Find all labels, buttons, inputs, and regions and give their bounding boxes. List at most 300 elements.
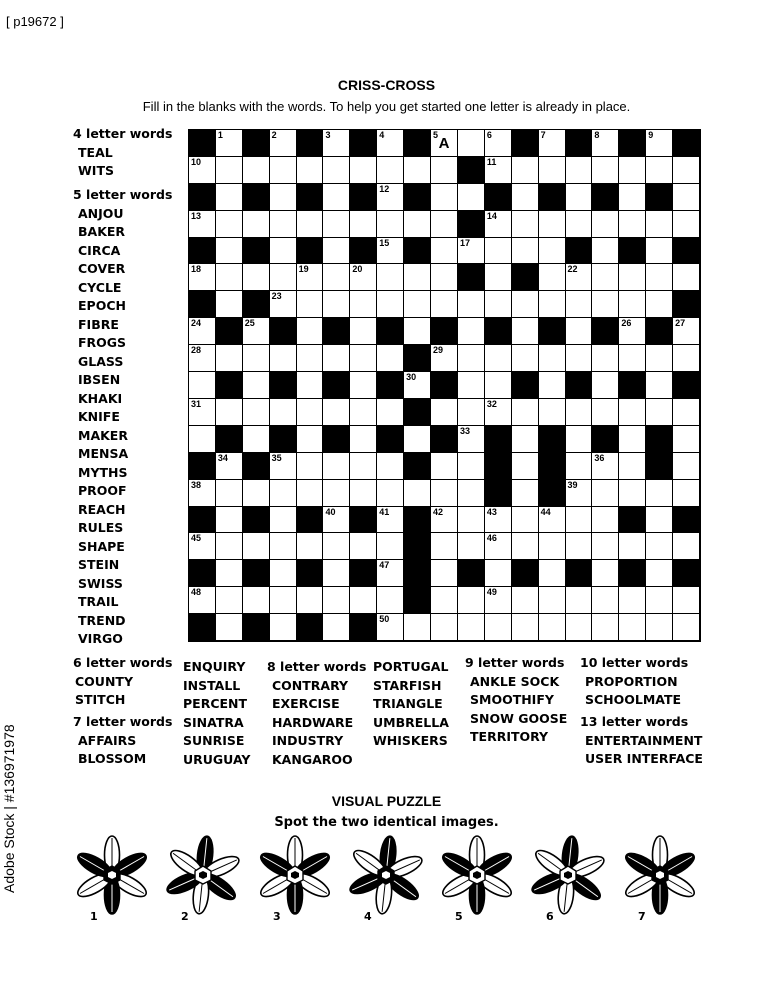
grid-cell[interactable] (485, 345, 512, 372)
grid-cell[interactable] (297, 264, 324, 291)
word-list-13 (580, 713, 703, 769)
grid-cell[interactable] (323, 211, 350, 238)
grid-cell[interactable] (646, 507, 673, 534)
grid-cell[interactable] (673, 533, 700, 560)
grid-cell[interactable] (566, 345, 593, 372)
word: KNIFE (78, 409, 120, 424)
grid-cell[interactable] (512, 480, 539, 507)
grid-cell[interactable] (297, 372, 324, 399)
grid-cell[interactable] (431, 291, 458, 318)
grid-cell[interactable] (646, 238, 673, 265)
grid-cell[interactable] (350, 211, 377, 238)
clue-number: 33 (459, 425, 470, 436)
grid-cell[interactable] (485, 238, 512, 265)
grid-cell[interactable] (512, 426, 539, 453)
grid-cell[interactable] (216, 533, 243, 560)
grid-cell[interactable] (619, 318, 646, 345)
grid-cell[interactable] (189, 345, 216, 372)
grid-cell[interactable] (512, 184, 539, 211)
grid-cell[interactable] (270, 238, 297, 265)
grid-cell[interactable] (377, 507, 404, 534)
grid-cell[interactable] (646, 291, 673, 318)
grid-cell[interactable] (673, 480, 700, 507)
grid-cell[interactable] (458, 318, 485, 345)
grid-cell[interactable] (566, 587, 593, 614)
grid-cell[interactable] (431, 184, 458, 211)
grid-cell[interactable] (646, 130, 673, 157)
grid-cell[interactable] (619, 345, 646, 372)
grid-cell[interactable] (243, 211, 270, 238)
grid-cell[interactable] (592, 130, 619, 157)
word: MENSA (78, 446, 129, 461)
grid-cell[interactable] (566, 480, 593, 507)
grid-cell[interactable] (350, 157, 377, 184)
grid-cell[interactable] (377, 238, 404, 265)
black-square (404, 399, 431, 426)
grid-cell[interactable] (458, 614, 485, 641)
grid-cell[interactable] (619, 614, 646, 641)
grid-cell[interactable] (458, 426, 485, 453)
grid-cell[interactable] (539, 157, 566, 184)
grid-cell[interactable] (539, 372, 566, 399)
grid-cell[interactable] (539, 211, 566, 238)
grid-cell[interactable] (323, 184, 350, 211)
grid-cell[interactable] (619, 533, 646, 560)
grid-cell[interactable] (512, 157, 539, 184)
grid-cell[interactable] (216, 264, 243, 291)
grid-cell[interactable] (673, 157, 700, 184)
grid-cell[interactable] (592, 560, 619, 587)
grid-cell[interactable] (243, 426, 270, 453)
grid-cell[interactable] (216, 345, 243, 372)
word: UMBRELLA (373, 714, 449, 730)
grid-cell[interactable] (566, 264, 593, 291)
grid-cell[interactable] (485, 264, 512, 291)
grid-cell[interactable] (592, 587, 619, 614)
grid-cell[interactable] (189, 264, 216, 291)
grid-cell[interactable] (431, 238, 458, 265)
grid-cell[interactable] (592, 291, 619, 318)
grid-cell[interactable] (350, 587, 377, 614)
grid-cell[interactable] (512, 318, 539, 345)
grid-cell[interactable] (431, 560, 458, 587)
grid-cell[interactable] (216, 291, 243, 318)
grid-cell[interactable] (431, 211, 458, 238)
grid-cell[interactable] (189, 372, 216, 399)
grid-cell[interactable] (539, 614, 566, 641)
grid-cell[interactable] (673, 264, 700, 291)
grid-cell[interactable] (619, 453, 646, 480)
grid-cell[interactable] (458, 533, 485, 560)
grid-cell[interactable] (323, 453, 350, 480)
grid-cell[interactable] (243, 264, 270, 291)
grid-cell[interactable] (539, 345, 566, 372)
grid-cell[interactable] (458, 399, 485, 426)
clue-number: 31 (191, 398, 202, 409)
grid-cell[interactable] (646, 560, 673, 587)
black-square (297, 614, 324, 641)
grid-cell[interactable] (619, 426, 646, 453)
grid-cell[interactable] (323, 345, 350, 372)
grid-cell[interactable] (323, 507, 350, 534)
grid-cell[interactable] (377, 157, 404, 184)
grid-cell[interactable] (270, 560, 297, 587)
grid-cell[interactable] (270, 291, 297, 318)
grid-cell[interactable] (431, 345, 458, 372)
grid-cell[interactable] (297, 291, 324, 318)
grid-cell[interactable] (566, 399, 593, 426)
grid-cell[interactable] (512, 291, 539, 318)
star-image[interactable] (346, 835, 426, 915)
grid-cell[interactable] (377, 453, 404, 480)
grid-cell[interactable] (646, 399, 673, 426)
grid-cell[interactable] (377, 614, 404, 641)
grid-cell[interactable] (485, 130, 512, 157)
grid-cell[interactable] (404, 480, 431, 507)
grid-cell[interactable] (297, 480, 324, 507)
grid-cell[interactable] (539, 507, 566, 534)
grid-cell[interactable] (646, 211, 673, 238)
grid-cell[interactable] (243, 399, 270, 426)
grid-cell[interactable] (431, 533, 458, 560)
grid-cell[interactable] (270, 184, 297, 211)
grid-cell[interactable] (431, 507, 458, 534)
grid-cell[interactable] (592, 507, 619, 534)
grid-cell[interactable] (404, 372, 431, 399)
grid-cell[interactable] (243, 587, 270, 614)
grid-cell[interactable] (270, 480, 297, 507)
grid-cell[interactable] (297, 157, 324, 184)
grid-cell[interactable] (297, 587, 324, 614)
grid-cell[interactable] (377, 345, 404, 372)
word-list-heading: 8 letter words (267, 659, 367, 674)
grid-cell[interactable] (673, 399, 700, 426)
grid-cell[interactable] (297, 533, 324, 560)
grid-cell[interactable] (592, 480, 619, 507)
grid-cell[interactable] (297, 399, 324, 426)
grid-cell[interactable] (539, 399, 566, 426)
grid-cell[interactable] (350, 453, 377, 480)
grid-cell[interactable] (485, 507, 512, 534)
black-square (512, 130, 539, 157)
grid-cell[interactable] (646, 372, 673, 399)
grid-cell[interactable] (566, 507, 593, 534)
grid-cell[interactable] (377, 130, 404, 157)
grid-cell[interactable] (673, 426, 700, 453)
grid-cell[interactable] (323, 157, 350, 184)
grid-cell[interactable] (404, 291, 431, 318)
grid-cell[interactable] (539, 238, 566, 265)
grid-cell[interactable] (592, 157, 619, 184)
grid-cell[interactable] (243, 345, 270, 372)
grid-cell[interactable] (270, 453, 297, 480)
grid-cell[interactable] (646, 480, 673, 507)
grid-cell[interactable] (270, 533, 297, 560)
grid-cell[interactable] (458, 453, 485, 480)
grid-cell[interactable] (189, 426, 216, 453)
grid-cell[interactable] (270, 264, 297, 291)
grid-cell[interactable] (512, 211, 539, 238)
grid-cell[interactable] (270, 587, 297, 614)
grid-cell[interactable] (243, 480, 270, 507)
grid-cell[interactable] (485, 560, 512, 587)
grid-cell[interactable] (592, 345, 619, 372)
grid-cell[interactable] (431, 130, 458, 157)
black-square (592, 184, 619, 211)
grid-cell[interactable] (350, 372, 377, 399)
grid-cell[interactable] (377, 184, 404, 211)
grid-cell[interactable] (592, 372, 619, 399)
grid-cell[interactable] (216, 453, 243, 480)
star-image[interactable] (255, 835, 335, 915)
black-square (243, 291, 270, 318)
word: CYCLE (78, 279, 122, 295)
grid-cell[interactable] (646, 587, 673, 614)
grid-cell[interactable] (323, 130, 350, 157)
clue-number: 46 (486, 533, 497, 544)
grid-cell[interactable] (377, 533, 404, 560)
grid-cell[interactable] (592, 533, 619, 560)
star-image[interactable] (163, 835, 243, 915)
grid-cell[interactable] (323, 399, 350, 426)
black-square (270, 318, 297, 345)
grid-cell[interactable] (539, 264, 566, 291)
grid-cell[interactable] (323, 614, 350, 641)
grid-cell[interactable] (323, 533, 350, 560)
grid-cell[interactable] (270, 345, 297, 372)
grid-cell[interactable] (539, 560, 566, 587)
grid-cell[interactable] (646, 533, 673, 560)
grid-cell[interactable] (673, 614, 700, 641)
grid-cell[interactable] (566, 453, 593, 480)
grid-cell[interactable] (216, 238, 243, 265)
grid-cell[interactable] (485, 157, 512, 184)
grid-cell[interactable] (404, 157, 431, 184)
grid-cell[interactable] (431, 157, 458, 184)
grid-cell[interactable] (512, 345, 539, 372)
grid-cell[interactable] (566, 291, 593, 318)
grid-cell[interactable] (592, 453, 619, 480)
grid-cell[interactable] (512, 399, 539, 426)
grid-cell[interactable] (431, 453, 458, 480)
grid-cell[interactable] (539, 291, 566, 318)
grid-cell[interactable] (566, 426, 593, 453)
word-list-heading: 7 letter words (73, 714, 173, 729)
grid-cell[interactable] (458, 480, 485, 507)
grid-cell[interactable] (431, 614, 458, 641)
grid-cell[interactable] (377, 291, 404, 318)
grid-cell[interactable] (512, 587, 539, 614)
grid-cell[interactable] (485, 533, 512, 560)
grid-cell[interactable] (646, 157, 673, 184)
grid-cell[interactable] (619, 157, 646, 184)
grid-cell[interactable] (566, 184, 593, 211)
grid-cell[interactable] (323, 264, 350, 291)
grid-cell[interactable] (431, 399, 458, 426)
grid-cell[interactable] (592, 614, 619, 641)
grid-cell[interactable] (485, 614, 512, 641)
grid-cell[interactable] (216, 157, 243, 184)
grid-cell[interactable] (512, 614, 539, 641)
black-square (566, 130, 593, 157)
crossword-grid (188, 129, 701, 642)
grid-cell[interactable] (297, 318, 324, 345)
grid-cell[interactable] (297, 211, 324, 238)
star-image[interactable] (72, 835, 152, 915)
grid-cell[interactable] (243, 533, 270, 560)
grid-cell[interactable] (566, 157, 593, 184)
grid-cell[interactable] (270, 399, 297, 426)
grid-cell[interactable] (404, 211, 431, 238)
grid-cell[interactable] (673, 184, 700, 211)
grid-cell[interactable] (270, 130, 297, 157)
grid-cell[interactable] (404, 426, 431, 453)
grid-cell[interactable] (458, 507, 485, 534)
grid-cell[interactable] (458, 372, 485, 399)
grid-cell[interactable] (458, 345, 485, 372)
grid-cell[interactable] (297, 453, 324, 480)
grid-cell[interactable] (216, 211, 243, 238)
grid-cell[interactable] (512, 507, 539, 534)
grid-cell[interactable] (350, 399, 377, 426)
grid-cell[interactable] (485, 291, 512, 318)
grid-cell[interactable] (270, 157, 297, 184)
grid-cell[interactable] (323, 238, 350, 265)
grid-cell[interactable] (458, 291, 485, 318)
grid-cell[interactable] (485, 399, 512, 426)
clue-number: 45 (191, 533, 202, 544)
grid-cell[interactable] (377, 264, 404, 291)
star-image[interactable] (528, 835, 608, 915)
grid-cell[interactable] (539, 533, 566, 560)
grid-cell[interactable] (619, 264, 646, 291)
star-image[interactable] (620, 835, 700, 915)
grid-cell[interactable] (539, 587, 566, 614)
grid-cell[interactable] (350, 318, 377, 345)
grid-cell[interactable] (216, 587, 243, 614)
grid-cell[interactable] (619, 184, 646, 211)
grid-cell[interactable] (216, 184, 243, 211)
grid-cell[interactable] (566, 211, 593, 238)
grid-cell[interactable] (512, 238, 539, 265)
grid-cell[interactable] (216, 130, 243, 157)
grid-cell[interactable] (619, 587, 646, 614)
grid-cell[interactable] (619, 480, 646, 507)
grid-cell[interactable] (673, 345, 700, 372)
grid-cell[interactable] (485, 587, 512, 614)
grid-cell[interactable] (404, 264, 431, 291)
grid-cell[interactable] (189, 533, 216, 560)
grid-cell[interactable] (431, 480, 458, 507)
grid-cell[interactable] (566, 318, 593, 345)
grid-cell[interactable] (458, 238, 485, 265)
grid-cell[interactable] (431, 264, 458, 291)
grid-cell[interactable] (377, 211, 404, 238)
grid-cell[interactable] (673, 211, 700, 238)
grid-cell[interactable] (458, 184, 485, 211)
grid-cell[interactable] (619, 211, 646, 238)
grid-cell[interactable] (350, 480, 377, 507)
grid-cell[interactable] (243, 318, 270, 345)
grid-cell[interactable] (216, 507, 243, 534)
grid-cell[interactable] (592, 399, 619, 426)
grid-cell[interactable] (350, 264, 377, 291)
star-image[interactable] (437, 835, 517, 915)
grid-cell[interactable] (323, 560, 350, 587)
grid-cell[interactable] (350, 345, 377, 372)
grid-cell[interactable] (323, 480, 350, 507)
grid-cell[interactable] (512, 533, 539, 560)
grid-cell[interactable] (646, 264, 673, 291)
grid-cell[interactable] (673, 587, 700, 614)
grid-cell[interactable] (592, 264, 619, 291)
grid-cell[interactable] (377, 480, 404, 507)
grid-cell[interactable] (270, 211, 297, 238)
grid-cell[interactable] (646, 345, 673, 372)
grid-cell[interactable] (619, 291, 646, 318)
grid-cell[interactable] (458, 587, 485, 614)
grid-cell[interactable] (350, 426, 377, 453)
grid-cell[interactable] (350, 533, 377, 560)
clue-number: 3 (325, 130, 331, 140)
grid-cell[interactable] (189, 587, 216, 614)
grid-cell[interactable] (377, 560, 404, 587)
grid-cell[interactable] (431, 587, 458, 614)
grid-cell[interactable] (216, 480, 243, 507)
grid-cell[interactable] (323, 587, 350, 614)
grid-cell[interactable] (458, 130, 485, 157)
grid-cell[interactable] (512, 453, 539, 480)
grid-cell[interactable] (189, 318, 216, 345)
grid-cell[interactable] (404, 614, 431, 641)
grid-cell[interactable] (592, 238, 619, 265)
grid-cell[interactable] (297, 426, 324, 453)
grid-cell[interactable] (270, 507, 297, 534)
grid-cell[interactable] (243, 157, 270, 184)
grid-cell[interactable] (189, 157, 216, 184)
grid-cell[interactable] (673, 318, 700, 345)
grid-cell[interactable] (592, 211, 619, 238)
grid-cell[interactable] (243, 372, 270, 399)
grid-cell[interactable] (189, 211, 216, 238)
grid-cell[interactable] (485, 372, 512, 399)
clue-number: 29 (433, 345, 444, 356)
grid-cell[interactable] (297, 345, 324, 372)
word: SHAPE (78, 538, 125, 554)
grid-cell[interactable] (270, 614, 297, 641)
grid-cell[interactable] (216, 614, 243, 641)
black-square (243, 507, 270, 534)
grid-cell[interactable] (673, 453, 700, 480)
grid-cell[interactable] (323, 291, 350, 318)
grid-cell[interactable] (377, 587, 404, 614)
clue-number: 16 (406, 237, 417, 248)
grid-cell[interactable] (216, 560, 243, 587)
grid-cell[interactable] (189, 480, 216, 507)
grid-cell[interactable] (189, 399, 216, 426)
grid-cell[interactable] (566, 614, 593, 641)
grid-cell[interactable] (619, 399, 646, 426)
grid-cell[interactable] (646, 614, 673, 641)
grid-cell[interactable] (377, 399, 404, 426)
grid-cell[interactable] (350, 291, 377, 318)
grid-cell[interactable] (539, 130, 566, 157)
grid-cell[interactable] (216, 399, 243, 426)
star-label: 4 (364, 910, 372, 923)
grid-cell[interactable] (485, 211, 512, 238)
grid-cell[interactable] (566, 533, 593, 560)
grid-cell[interactable] (404, 318, 431, 345)
